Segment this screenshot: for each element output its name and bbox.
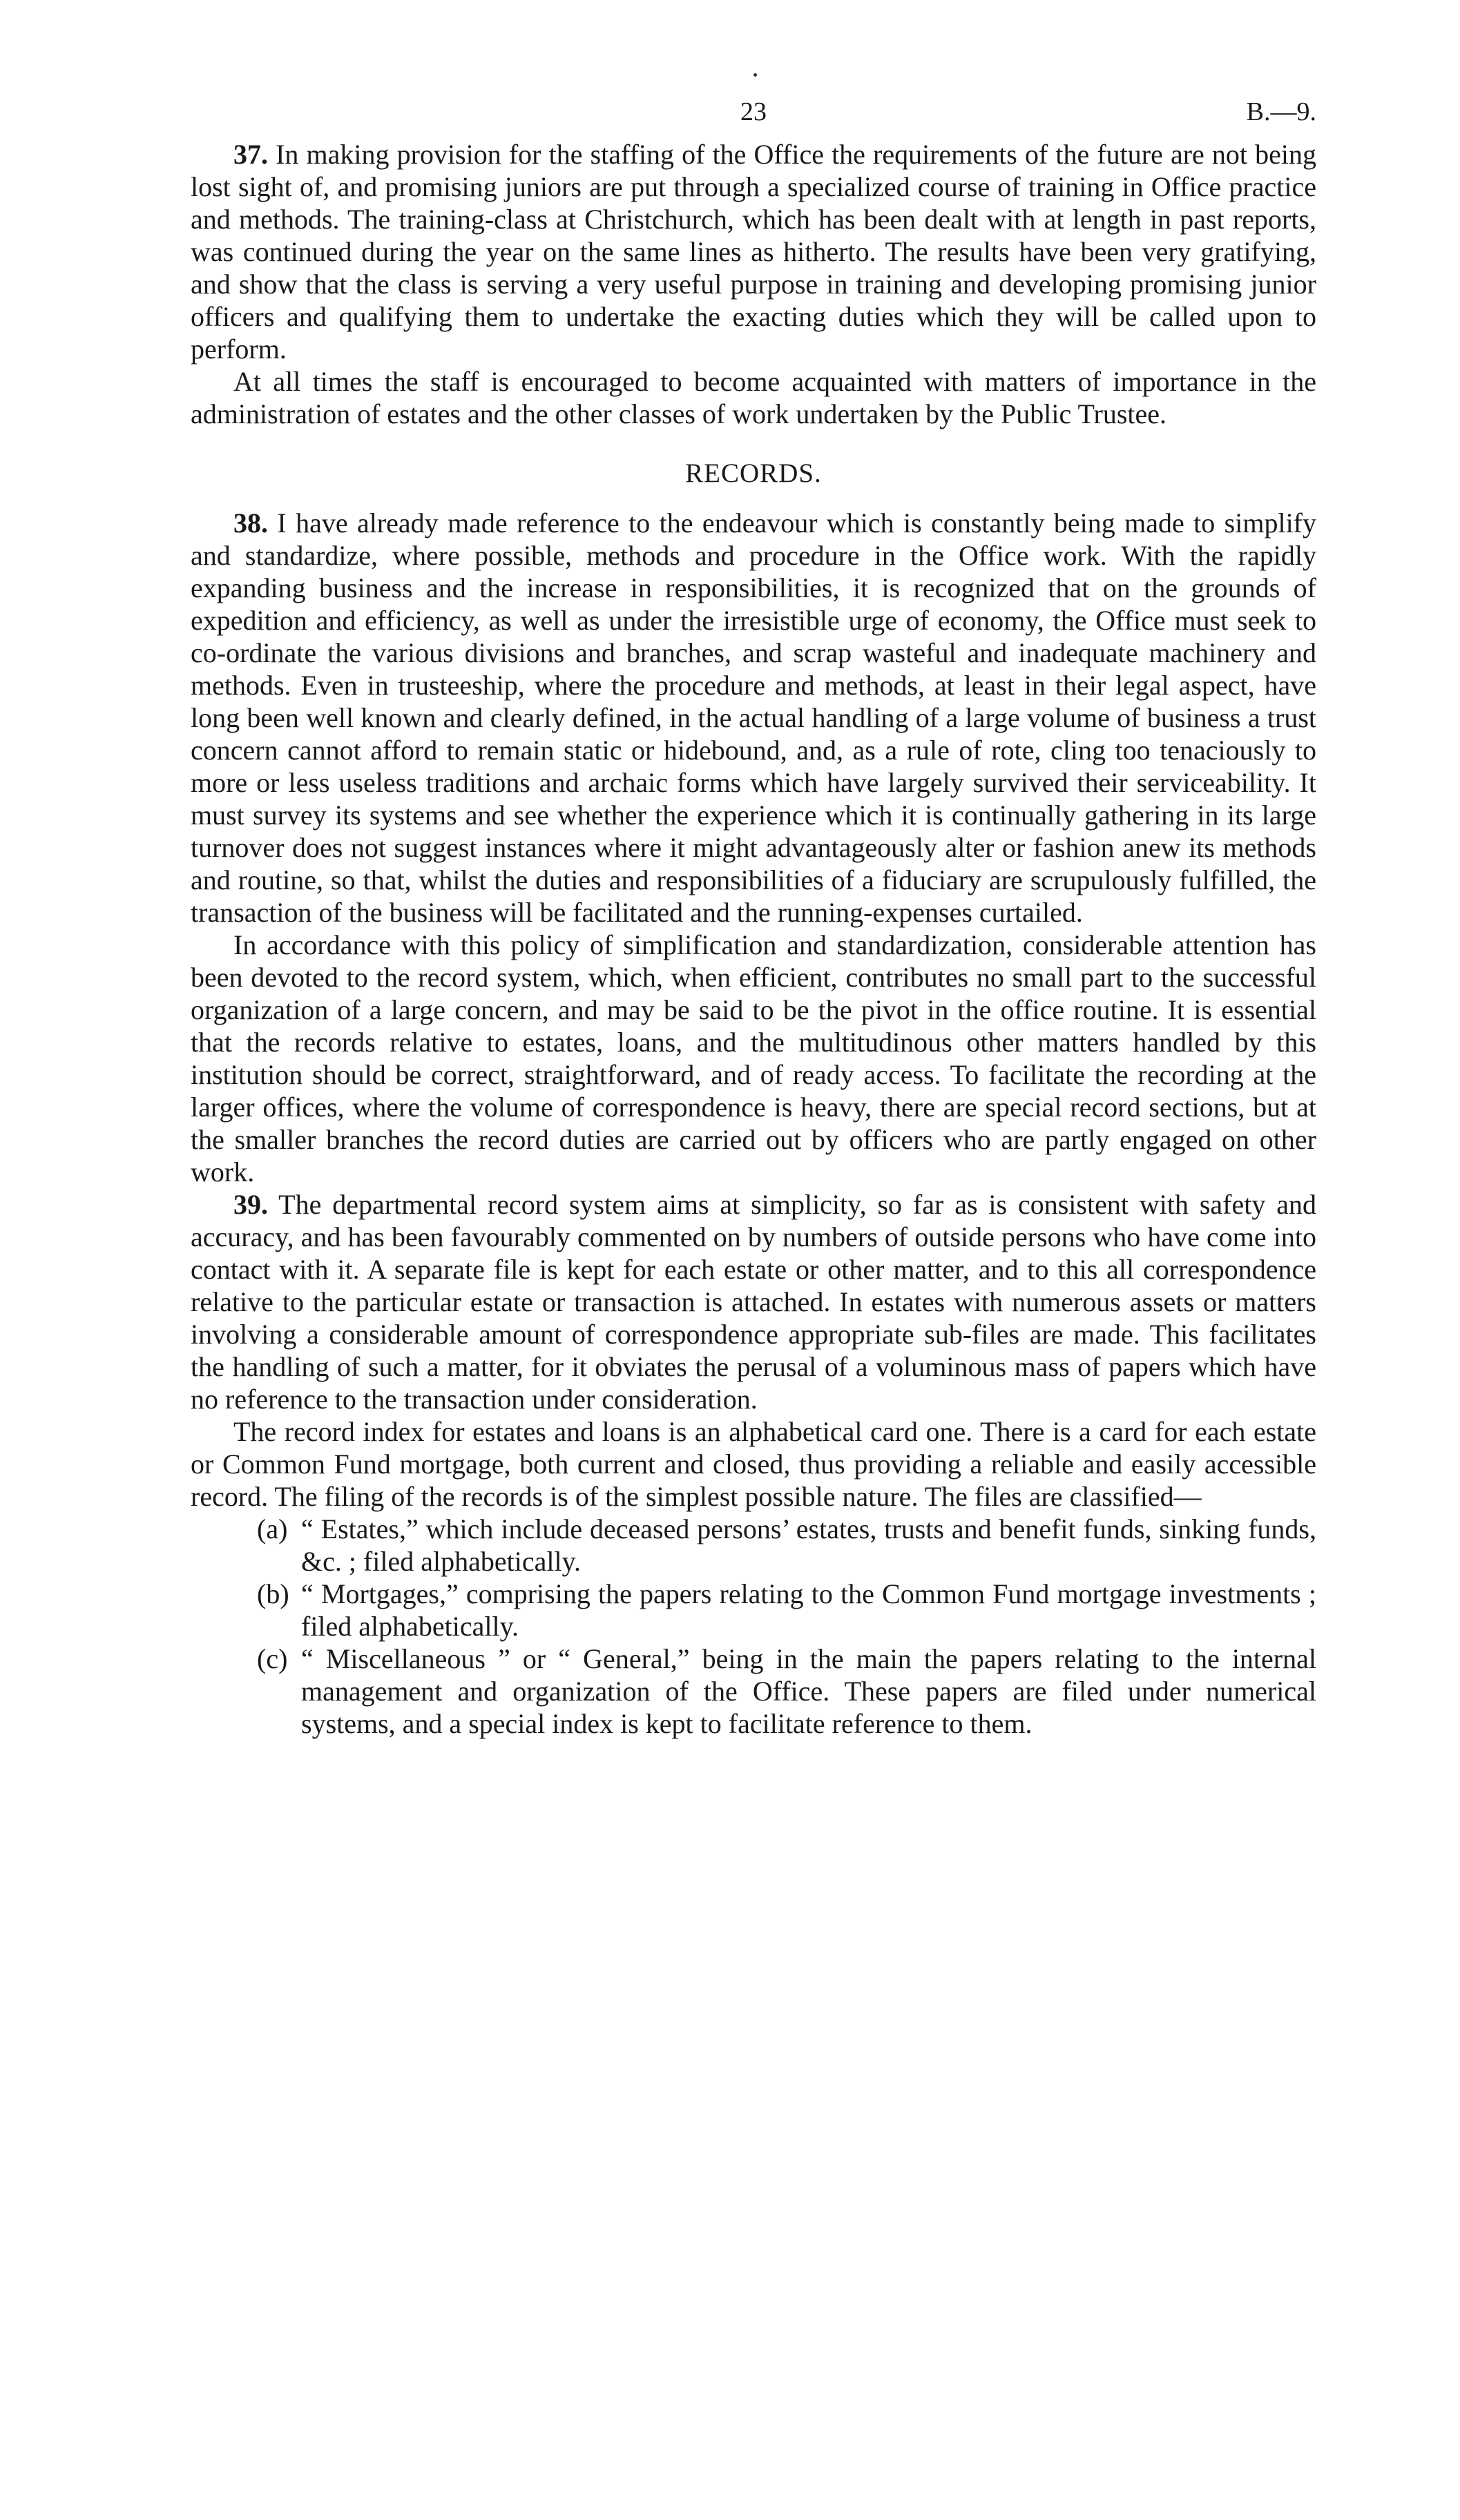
list-item [191,1513,1316,1578]
paragraph-37 [191,138,1316,365]
paragraph-number: 37. [233,139,268,170]
list-item-label: (c) [257,1643,288,1674]
list-item-label: (a) [257,1513,288,1544]
section-heading-records: RECORDS. [685,458,822,488]
paragraph-number: 39. [233,1189,268,1220]
paragraph-39-continued: The record index for estates and loans is an alphabetical card one. There is a card for each estate or Common Fund mortgage, both current and closed, thus providing a reliable and easily accessible record. The filing of the records is of the simplest possible nature. The files are classified— [191,1416,1316,1512]
paragraph-number: 38. [233,507,268,539]
file-classification-list [191,1513,1316,1740]
list-item-label: (b) [257,1578,289,1609]
paragraph-38 [191,507,1316,929]
document-reference: B.—9. [1246,97,1316,126]
list-item [191,1578,1316,1642]
list-item-text: “ Mortgages,” comprising the papers relating to the Common Fund mortgage investments ; filed alphabetically. [301,1578,1316,1642]
document-page [191,97,1316,1740]
paragraph-text: I have already made reference to the endeavour which is constantly being made to simplify and standardize, where possible, methods and procedure in the Office work. With the rapidly expanding business and the increase in responsibilities, it is recognized that on the grounds of expedition and efficiency, as well as under the irresistible urge of economy, the Office must seek to co-ordinate the various divisions and branches, and scrap wasteful and inadequate machinery and methods. Even in trusteeship, where the procedure and methods, at least in their legal aspect, have long been well known and clearly defined, in the actual handling of a large volume of business a trust concern cannot afford to remain static or hidebound, and, as a rule of rote, cling too tenaciously to more or less useless traditions and archaic forms which have largely survived their serviceability. It must survey its systems and see whether the experience which it is continually gathering in its large turnover does not suggest instances where it might advantageously alter or fashion anew its methods and routine, so that, whilst the duties and responsibilities of a fiduciary are scrupulously fulfilled, the transaction of the business will be facilitated and the running-expenses curtailed. [191,507,1316,928]
decorative-dot [753,73,757,77]
paragraph-39 [191,1188,1316,1415]
paragraph-text: In making provision for the staffing of the Office the requirements of the future are not being lost sight of, and promising juniors are put through a specialized course of training in Office practice and methods. The training-class at Christchurch, which has been dealt with at length in past reports, was continued during the year on the same lines as hitherto. The results have been very gratifying, and show that the class is serving a very useful purpose in training and developing promising junior officers and qualifying them to undertake the exacting duties which they will be called upon to perform. [191,139,1316,365]
list-item-text: “ Estates,” which include deceased persons’ estates, trusts and benefit funds, sinking funds, &c. ; filed alphabetically. [301,1513,1316,1577]
list-item [191,1642,1316,1740]
list-item-text: “ Miscellaneous ” or “ General,” being in the main the papers relating to the internal management and organization of the Office. These papers are filed under numerical systems, and a special index is kept to facilitate reference to them. [301,1643,1316,1739]
paragraph-37-continued: At all times the staff is encouraged to become acquainted with matters of importance in the administration of estates and the other classes of work undertaken by the Public Trustee. [191,366,1316,429]
paragraph-38-continued: In accordance with this policy of simplification and standardization, considerable attention has been devoted to the record system, which, when efficient, contributes no small part to the successful organization of a large concern, and may be said to be the pivot in the office routine. It is essential that the records relative to estates, loans, and the multitudinous other matters handled by this institution should be correct, straightforward, and of ready access. To facilitate the recording at the larger offices, where the volume of correspondence is heavy, there are special record sections, but at the smaller branches the record duties are carried out by officers who are partly engaged on other work. [191,929,1316,1188]
page-header [191,97,1316,138]
paragraph-text: The departmental record system aims at simplicity, so far as is consistent with safety and accuracy, and has been favourably commented on by numbers of outside persons who have come into contact with it. A separate file is kept for each estate or other matter, and to this all correspondence relative to the particular estate or transaction is attached. In estates with numerous assets or matters involving a considerable amount of correspondence appropriate sub-files are made. This facilitates the handling of such a matter, for it obviates the perusal of a voluminous mass of papers which have no reference to the transaction under consideration. [191,1189,1316,1415]
page-number: 23 [740,97,767,126]
